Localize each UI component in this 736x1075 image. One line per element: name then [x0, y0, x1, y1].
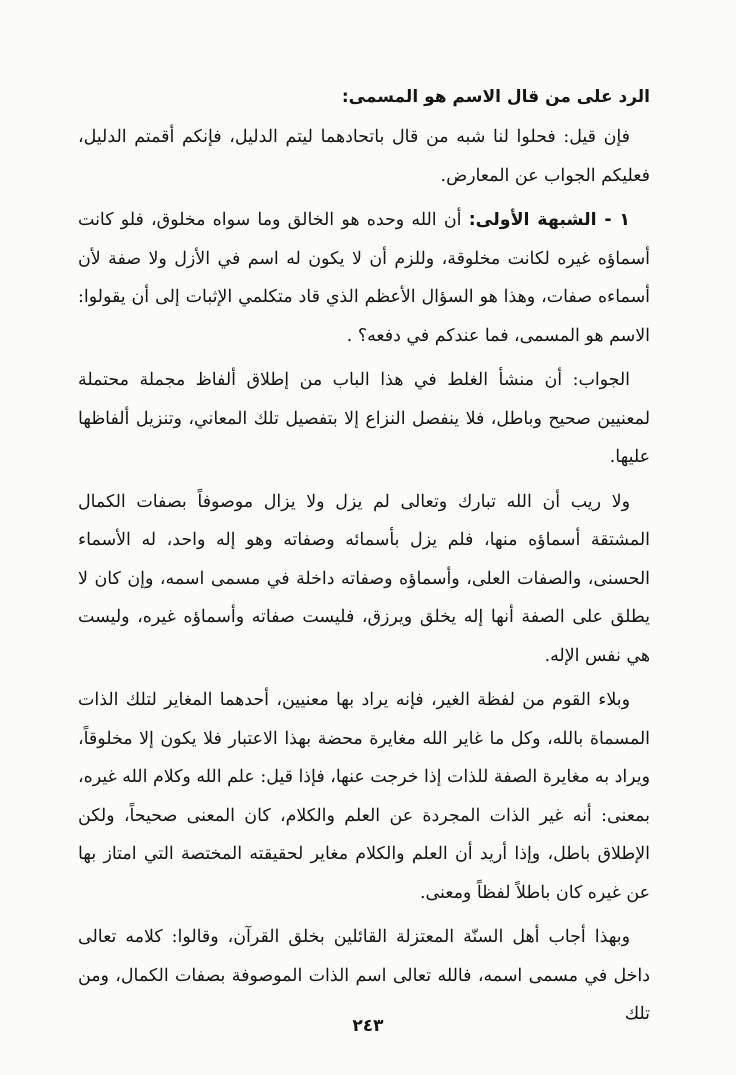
- page-number: ٢٤٣: [352, 1016, 384, 1036]
- paragraph-5: [78, 681, 650, 912]
- paragraph-5-text: وبلاء القوم من لفظة الغير، فإنه يراد بها معنيين، أحدهما المغاير لتلك الذات المسماة بالله، وكل ما غاير الله مغايرة محضة بهذا الاعتبار فلا يكون إلا مخلوقاً، ويراد به مغايرة الصفة للذات إذا خرجت عنها، فإذا قيل: علم الله وكلام الله غيره، بمعنى: أنه غير الذات المجردة عن العلم والكلام، كان المعنى صحيحاً، ولكن الإطلاق باطل، وإذا أريد أن العلم والكلام مغاير لحقيقته المختصة التي امتاز بها عن غيره كان باطلاً لفظاً ومعنى.: [78, 690, 650, 903]
- paragraph-4: [78, 483, 650, 676]
- paragraph-2-lead: ١ - الشبهة الأولى:: [468, 210, 630, 230]
- paragraph-6-text: وبهذا أجاب أهل السنّة المعتزلة القائلين بخلق القرآن، وقالوا: كلامه تعالى داخل في مسمى اسمه، فالله تعالى اسم الذات الموصوفة بصفات الكمال، ومن تلك: [78, 927, 650, 1024]
- section-heading: الرد على من قال الاسم هو المسمى:: [341, 87, 650, 107]
- page-body: [78, 84, 650, 1040]
- paragraph-3-text: الجواب: أن منشأ الغلط في هذا الباب من إطلاق ألفاظ مجملة محتملة لمعنيين صحيح وباطل، فلا ينفصل النزاع إلا بتفصيل تلك المعاني، وتنزيل ألفاظها عليها.: [78, 370, 650, 467]
- paragraph-1: [78, 118, 650, 195]
- paragraph-4-text: ولا ريب أن الله تبارك وتعالى لم يزل ولا يزال موصوفاً بصفات الكمال المشتقة أسماؤه منها، فلم يزل بأسمائه وصفاته وهو إله واحد، له الأسماء الحسنى، والصفات العلى، وأسماؤه وصفاته داخلة في مسمى اسمه، وإن كان لا يطلق على الصفة أنها إله يخلق ويرزق، فليست صفاته وأسماؤه غيره، وليست هي نفس الإله.: [78, 491, 650, 666]
- paragraph-2-text: أن الله وحده هو الخالق وما سواه مخلوق، فلو كانت أسماؤه غيره لكانت مخلوقة، وللزم أن لا يكون له اسم في الأزل ولا صفة لأن أسماءه صفات، وهذا هو السؤال الأعظم الذي قاد متكلمي الإثبات إلى أن يقولوا: الاسم هو المسمى، فما عندكم في دفعه؟ .: [78, 210, 650, 346]
- paragraph-3: [78, 361, 650, 477]
- paragraph-2: [78, 201, 650, 355]
- paragraph-1-text: فإن قيل: فحلوا لنا شبه من قال باتحادهما ليتم الدليل، فإنكم أقمتم الدليل، فعليكم الجواب عن المعارض.: [78, 127, 650, 186]
